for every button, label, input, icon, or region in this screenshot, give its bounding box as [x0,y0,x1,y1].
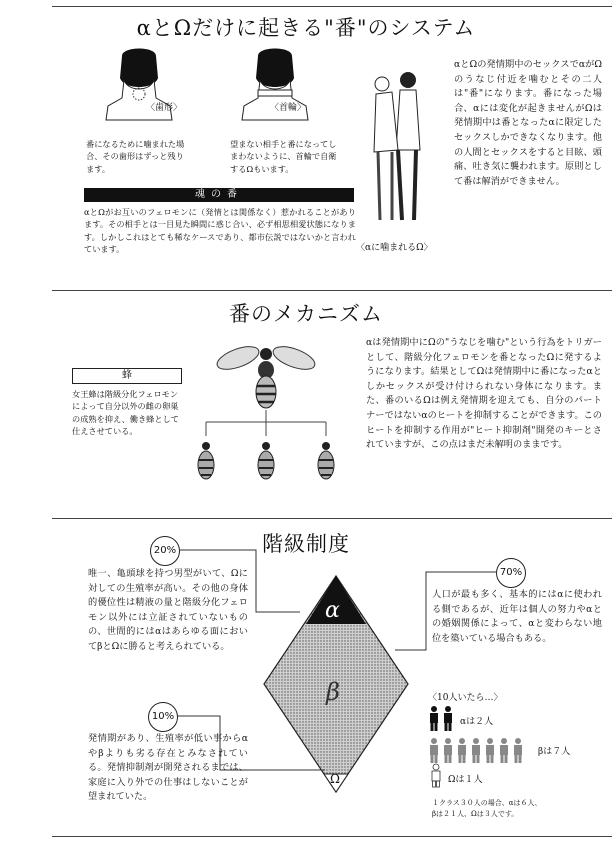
class-note-line2: βは２１人、Ωは３人です。 [432,810,519,818]
diamond-beta-label: β [326,678,340,706]
alpha-person-icon [430,706,438,731]
section1-title: αとΩだけに起きる"番"のシステム [136,16,476,40]
bottom-divider [52,836,612,837]
collar-label: 〈首輪〉 [270,103,307,113]
beta-count: βは７人 [538,747,571,757]
diamond-alpha-label: α [325,598,340,623]
omega-description: 発情期があり、生殖率が低い事からαやβよりも劣る存在とみなされている。発情抑制剤が開発されるまでは、家庭に入り外での仕事はしないことが望まれていた。 [88,733,248,803]
beta-description: 人口が最も多く、基本的にはαに使われる側であるが、近年は個人の努力やαとの婚姻関係によって、αと変わらない地位を築いている場合もある。 [432,589,602,644]
soul-mate-heading: 魂の番 [84,188,354,202]
bite-mark-text: 番になるために噛まれた場合、その歯形はずっと残ります。 [86,139,185,174]
beta-percent-badge: 70% [496,558,526,588]
section3-title: 階級制度 [262,532,350,556]
omega-percent-badge: 10% [148,702,178,732]
beta-person-icon [430,738,438,763]
bee-text: 女王蜂は階級分化フェロモンによって自分以外の雌の卵巣の成熟を抑え、働き蜂として仕えさせている。 [72,389,179,437]
pair-bond-description: αとΩの発情期中のセックスでαがΩのうなじ付近を噛むとその二人は"番"になります。番になった場合、αには変化が起きませんがΩは発情期中は番となったαに限定したセックスしかできなくなります。他の人間とセックスをすると目眩、頭痛、吐き気に襲われます。原則として番は解消ができません。 [454,59,602,187]
section2-title: 番のメカニズム [229,302,383,326]
class-note-line1: １クラス３０人の場合、αは６人、 [432,799,542,807]
diamond-omega-label: Ω [330,772,340,786]
mechanism-description: αは発情期中にΩの"うなじを噛む"という行為をトリガーとして、階級分化フェロモンを番となったΩに発するようになります。結果としてΩは発情期中に番になったαとしかセックスが受け付けられない身体になります。また、番のいるΩは例え発情期を迎えても、自分のパートナーではないαのヒートを抑制することができます。このヒートを抑制する作用が"ヒート抑制剤"開発のキーとされていますが、この点はまだ未解明のままです。 [366,337,602,451]
alpha-description: 唯一、亀頭球を持つ男型がいて、Ωに対しての生殖率が高い。その他の身体的優位性は精液の量と階級分化フェロモン以外には立証されていないものの、世間的にはαはあらゆる面においてβとΩに勝ると考えられている。 [88,568,248,652]
alpha-person-icon [444,706,452,731]
ten-people-heading: 〈10人いたら…〉 [428,693,503,703]
alpha-count: αは２人 [460,717,494,727]
omega-person-icon [432,764,440,787]
alpha-percent-badge: 20% [150,536,180,566]
bite-mark-label: 〈歯形〉 [146,103,183,113]
soul-mate-text: αとΩがお互いのフェロモンに（発情とは関係なく）惹かれることがあります。その相手とは一目見た瞬間に惑じ合い、必ず相思相愛状態になります。しかしこれはとても稀なケースであり、都市伝説ではないかと言われています。 [84,207,356,255]
bee-heading: 蜂 [72,368,182,384]
couple-caption: 〈αに噛まれるΩ〉 [356,243,433,253]
collar-text: 望まない相手と番になってしまわないように、首輪で自衛するΩもいます。 [230,139,337,174]
omega-count: Ωは１人 [448,775,483,785]
